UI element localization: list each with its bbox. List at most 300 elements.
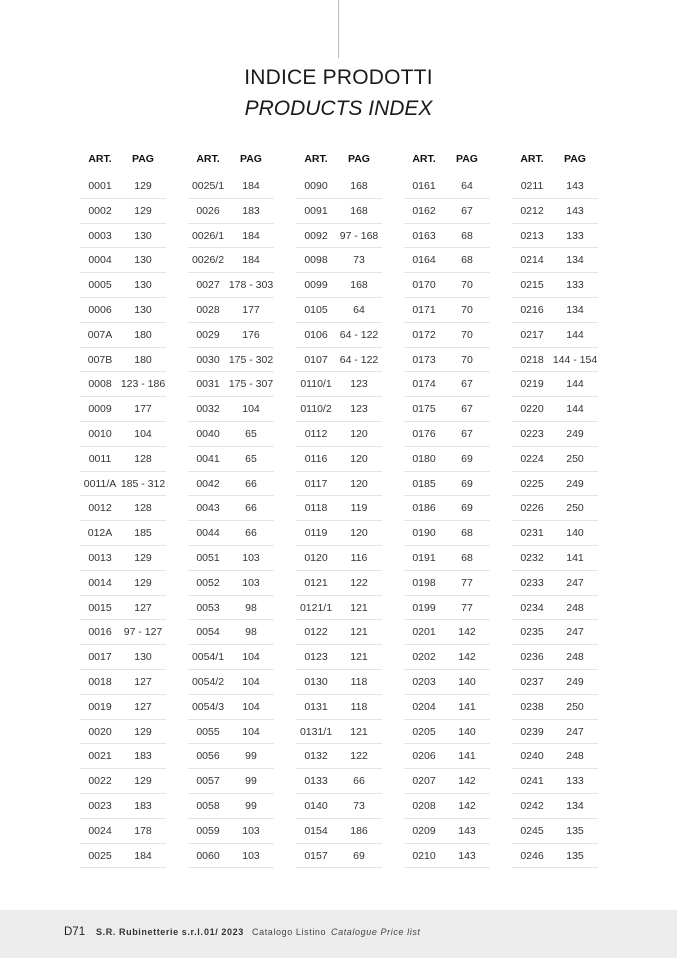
table-row xyxy=(188,744,274,769)
art-code: 0232 xyxy=(520,551,544,564)
table-row xyxy=(404,248,490,273)
table-row xyxy=(512,596,598,621)
art-code: 0122 xyxy=(304,626,328,639)
page-ref: 250 xyxy=(566,700,584,713)
table-row xyxy=(404,645,490,670)
page-ref: 184 xyxy=(242,180,260,192)
art-code: 0057 xyxy=(196,775,220,788)
art-code: 0245 xyxy=(520,824,544,837)
page-ref: 250 xyxy=(566,452,584,465)
page-ref: 66 xyxy=(245,477,257,490)
page-ref: 104 xyxy=(242,403,260,416)
table-row xyxy=(296,744,382,769)
art-code: 0180 xyxy=(412,452,436,465)
table-row xyxy=(188,769,274,794)
art-code: 0202 xyxy=(412,651,436,664)
page-ref: 250 xyxy=(566,502,584,515)
art-code: 0003 xyxy=(88,229,112,242)
page-ref: 142 xyxy=(458,799,476,812)
table-row xyxy=(296,248,382,273)
art-code: 0011 xyxy=(88,452,112,465)
art-code: 0117 xyxy=(304,477,328,490)
page-ref: 73 xyxy=(353,254,365,267)
column-header xyxy=(80,150,166,169)
art-code: 0105 xyxy=(304,303,328,316)
art-code: 0025 xyxy=(88,849,112,862)
table-row xyxy=(512,819,598,844)
page-ref: 168 xyxy=(350,204,368,217)
art-code: 0011/A xyxy=(83,477,117,490)
art-code: 0110/1 xyxy=(300,378,332,391)
art-code: 0214 xyxy=(520,254,544,267)
art-code: 0052 xyxy=(196,576,220,589)
page-ref: 168 xyxy=(350,279,368,292)
table-row xyxy=(404,496,490,521)
page-ref: 249 xyxy=(566,675,584,688)
art-code: 0026/2 xyxy=(191,254,225,267)
art-code: 0216 xyxy=(520,303,544,316)
art-code: 0199 xyxy=(412,601,436,614)
page-ref: 135 xyxy=(566,849,584,862)
table-row xyxy=(404,397,490,422)
page-ref: 249 xyxy=(566,427,584,440)
page-ref: 69 xyxy=(461,502,473,515)
table-row xyxy=(512,472,598,497)
art-code: 0212 xyxy=(520,204,544,217)
pag-header: PAG xyxy=(348,153,370,165)
products-index-table xyxy=(0,150,677,870)
art-code: 0054 xyxy=(196,626,220,639)
page-ref: 247 xyxy=(566,576,584,589)
page-ref: 175 - 302 xyxy=(228,353,274,366)
art-header: ART. xyxy=(304,153,328,165)
pag-header: PAG xyxy=(564,153,586,165)
page-ref: 70 xyxy=(461,328,473,341)
table-row xyxy=(80,298,166,323)
table-row xyxy=(404,769,490,794)
art-code: 0234 xyxy=(520,601,544,614)
table-row xyxy=(404,794,490,819)
table-row xyxy=(512,844,598,869)
art-code: 0172 xyxy=(412,328,436,341)
art-code: 0054/1 xyxy=(191,651,225,664)
table-row xyxy=(188,273,274,298)
table-row xyxy=(80,224,166,249)
page-ref: 127 xyxy=(134,601,152,614)
art-code: 0090 xyxy=(304,180,328,192)
table-row xyxy=(296,397,382,422)
art-code: 0015 xyxy=(88,601,112,614)
page-ref: 143 xyxy=(566,180,584,192)
art-code: 0017 xyxy=(88,651,112,664)
table-row xyxy=(512,273,598,298)
table-row xyxy=(512,372,598,397)
art-code: 0020 xyxy=(88,725,112,738)
art-code: 0218 xyxy=(520,353,544,366)
art-code: 0059 xyxy=(196,824,220,837)
art-code: 0226 xyxy=(520,502,544,515)
page-ref: 103 xyxy=(242,551,260,564)
table-row xyxy=(404,670,490,695)
art-code: 0119 xyxy=(304,527,328,540)
table-row xyxy=(188,720,274,745)
table-row xyxy=(80,397,166,422)
page-ref: 104 xyxy=(242,651,260,664)
art-code: 0092 xyxy=(304,229,328,242)
art-code: 0206 xyxy=(412,750,436,763)
art-code: 0209 xyxy=(412,824,436,837)
page-footer xyxy=(0,910,677,958)
page-ref: 129 xyxy=(134,551,152,564)
page-ref: 185 xyxy=(134,527,152,540)
table-row xyxy=(188,645,274,670)
table-row xyxy=(296,447,382,472)
art-code: 0116 xyxy=(304,452,328,465)
table-row xyxy=(296,273,382,298)
art-code: 0246 xyxy=(520,849,544,862)
page-ref: 68 xyxy=(461,527,473,540)
table-row xyxy=(188,447,274,472)
table-row xyxy=(404,298,490,323)
page-ref: 180 xyxy=(134,353,152,366)
art-code: 0239 xyxy=(520,725,544,738)
page-ref: 123 xyxy=(350,378,368,391)
page-ref: 99 xyxy=(245,775,257,788)
company-name: S.R. Rubinetterie s.r.l. xyxy=(96,927,204,937)
art-code: 0026 xyxy=(196,204,220,217)
art-code: 0224 xyxy=(520,452,544,465)
catalog-label-en: Catalogue Price list xyxy=(331,927,421,937)
page-ref: 133 xyxy=(566,775,584,788)
art-code: 0060 xyxy=(196,849,220,862)
page-ref: 144 - 154 xyxy=(552,353,598,366)
table-row xyxy=(296,422,382,447)
page-ref: 127 xyxy=(134,675,152,688)
table-row xyxy=(296,844,382,869)
table-row xyxy=(296,620,382,645)
art-code: 0208 xyxy=(412,799,436,812)
table-row xyxy=(80,720,166,745)
art-code: 0014 xyxy=(88,576,112,589)
art-code: 0175 xyxy=(412,403,436,416)
table-row xyxy=(188,199,274,224)
page-ref: 73 xyxy=(353,799,365,812)
page-ref: 64 - 122 xyxy=(339,353,379,366)
table-row xyxy=(188,298,274,323)
art-code: 0217 xyxy=(520,328,544,341)
page-ref: 121 xyxy=(350,725,368,738)
page-ref: 185 - 312 xyxy=(120,477,166,490)
art-code: 0132 xyxy=(304,750,328,763)
art-code: 0054/3 xyxy=(191,700,225,713)
page-ref: 120 xyxy=(350,527,368,540)
table-row xyxy=(80,695,166,720)
table-row xyxy=(512,447,598,472)
page-ref: 184 xyxy=(134,849,152,862)
page-ref: 70 xyxy=(461,353,473,366)
art-code: 0219 xyxy=(520,378,544,391)
table-row xyxy=(296,645,382,670)
page-ref: 77 xyxy=(461,601,473,614)
art-code: 0027 xyxy=(196,279,220,292)
table-row xyxy=(188,496,274,521)
column-header xyxy=(296,150,382,169)
page-ref: 144 xyxy=(566,378,584,391)
art-code: 0110/2 xyxy=(300,403,332,416)
art-code: 0225 xyxy=(520,477,544,490)
table-row xyxy=(296,794,382,819)
page-ref: 121 xyxy=(350,651,368,664)
table-row xyxy=(80,496,166,521)
index-column xyxy=(404,150,490,868)
art-code: 0051 xyxy=(196,551,220,564)
table-row xyxy=(404,695,490,720)
art-code: 0012 xyxy=(88,502,112,515)
art-code: 0123 xyxy=(304,651,328,664)
art-code: 0170 xyxy=(412,279,436,292)
table-row xyxy=(404,273,490,298)
page-ref: 123 - 186 xyxy=(120,378,166,391)
table-row xyxy=(80,174,166,199)
table-row xyxy=(404,348,490,373)
page-ref: 64 xyxy=(461,180,473,192)
table-row xyxy=(404,447,490,472)
art-code: 0058 xyxy=(196,799,220,812)
table-row xyxy=(512,521,598,546)
art-header: ART. xyxy=(88,153,112,165)
table-row xyxy=(296,348,382,373)
art-code: 0191 xyxy=(412,551,436,564)
page-ref: 129 xyxy=(134,725,152,738)
art-code: 0157 xyxy=(304,849,328,862)
art-code: 0171 xyxy=(412,303,436,316)
table-row xyxy=(296,298,382,323)
art-code: 0018 xyxy=(88,675,112,688)
page-ref: 68 xyxy=(461,254,473,267)
page-ref: 121 xyxy=(350,626,368,639)
pag-header: PAG xyxy=(456,153,478,165)
page-ref: 65 xyxy=(245,452,257,465)
page-ref: 99 xyxy=(245,799,257,812)
art-code: 0021 xyxy=(88,750,112,763)
art-code: 0106 xyxy=(304,328,328,341)
table-row xyxy=(296,720,382,745)
table-row xyxy=(404,472,490,497)
art-header: ART. xyxy=(196,153,220,165)
page-ref: 247 xyxy=(566,626,584,639)
page-ref: 144 xyxy=(566,328,584,341)
page-ref: 140 xyxy=(458,675,476,688)
art-code: 0207 xyxy=(412,775,436,788)
page-ref: 120 xyxy=(350,477,368,490)
table-row xyxy=(404,422,490,447)
table-row xyxy=(512,695,598,720)
art-code: 0013 xyxy=(88,551,112,564)
table-row xyxy=(296,496,382,521)
art-code: 0213 xyxy=(520,229,544,242)
art-code: 0161 xyxy=(412,180,436,192)
page-ref: 168 xyxy=(350,180,368,192)
art-code: 0164 xyxy=(412,254,436,267)
art-code: 007B xyxy=(87,353,113,366)
page-ref: 98 xyxy=(245,601,257,614)
pag-header: PAG xyxy=(132,153,154,165)
art-code: 0010 xyxy=(88,427,112,440)
page-ref: 120 xyxy=(350,452,368,465)
page-ref: 143 xyxy=(458,849,476,862)
table-row xyxy=(296,596,382,621)
page-ref: 67 xyxy=(461,403,473,416)
page-ref: 129 xyxy=(134,775,152,788)
page-ref: 130 xyxy=(134,279,152,292)
art-code: 0133 xyxy=(304,775,328,788)
table-row xyxy=(188,794,274,819)
art-code: 0201 xyxy=(412,626,436,639)
table-row xyxy=(80,596,166,621)
table-row xyxy=(512,794,598,819)
art-code: 0231 xyxy=(520,527,544,540)
art-code: 0176 xyxy=(412,427,436,440)
table-row xyxy=(296,472,382,497)
art-code: 0022 xyxy=(88,775,112,788)
art-code: 0173 xyxy=(412,353,436,366)
table-row xyxy=(80,620,166,645)
art-code: 0162 xyxy=(412,204,436,217)
page-ref: 134 xyxy=(566,254,584,267)
art-code: 0023 xyxy=(88,799,112,812)
table-row xyxy=(188,695,274,720)
table-row xyxy=(80,248,166,273)
table-row xyxy=(188,348,274,373)
table-row xyxy=(512,323,598,348)
table-row xyxy=(188,670,274,695)
art-code: 0118 xyxy=(304,502,328,515)
table-row xyxy=(512,744,598,769)
art-code: 0025/1 xyxy=(191,180,225,192)
art-code: 0041 xyxy=(196,452,220,465)
table-row xyxy=(404,199,490,224)
art-code: 0030 xyxy=(196,353,220,366)
table-row xyxy=(404,571,490,596)
page-ref: 118 xyxy=(350,675,368,688)
table-row xyxy=(188,224,274,249)
table-row xyxy=(80,472,166,497)
table-row xyxy=(296,199,382,224)
table-row xyxy=(404,521,490,546)
page-ref: 130 xyxy=(134,303,152,316)
page-ref: 248 xyxy=(566,750,584,763)
page-ref: 177 xyxy=(134,403,152,416)
pag-header: PAG xyxy=(240,153,262,165)
index-column xyxy=(512,150,598,868)
art-code: 0004 xyxy=(88,254,112,267)
column-header xyxy=(188,150,274,169)
art-code: 0241 xyxy=(520,775,544,788)
page-title: INDICE PRODOTTI xyxy=(244,66,433,89)
table-row xyxy=(80,273,166,298)
table-row xyxy=(296,695,382,720)
top-divider xyxy=(338,0,339,58)
page-ref: 130 xyxy=(134,651,152,664)
index-column xyxy=(296,150,382,868)
page-ref: 122 xyxy=(350,750,368,763)
page-ref: 77 xyxy=(461,576,473,589)
art-code: 0140 xyxy=(304,799,328,812)
table-row xyxy=(404,819,490,844)
art-code: 0163 xyxy=(412,229,436,242)
art-code: 0240 xyxy=(520,750,544,763)
page-ref: 142 xyxy=(458,775,476,788)
page-ref: 103 xyxy=(242,849,260,862)
page-ref: 248 xyxy=(566,651,584,664)
art-code: 0008 xyxy=(88,378,112,391)
page-ref: 65 xyxy=(245,427,257,440)
index-column xyxy=(80,150,166,868)
table-row xyxy=(188,174,274,199)
art-code: 0005 xyxy=(88,279,112,292)
page-ref: 140 xyxy=(458,725,476,738)
art-code: 0233 xyxy=(520,576,544,589)
page-ref: 128 xyxy=(134,452,152,465)
page-ref: 142 xyxy=(458,651,476,664)
table-row xyxy=(404,744,490,769)
table-row xyxy=(512,645,598,670)
page-ref: 118 xyxy=(350,700,368,713)
table-row xyxy=(188,571,274,596)
table-row xyxy=(188,248,274,273)
table-row xyxy=(404,596,490,621)
index-column xyxy=(188,150,274,868)
page-ref: 104 xyxy=(242,725,260,738)
table-row xyxy=(512,348,598,373)
page-ref: 128 xyxy=(134,502,152,515)
page-ref: 99 xyxy=(245,750,257,763)
art-code: 0130 xyxy=(304,675,328,688)
page-ref: 129 xyxy=(134,576,152,589)
art-code: 0032 xyxy=(196,403,220,416)
page-ref: 183 xyxy=(134,799,152,812)
art-code: 0031 xyxy=(196,378,220,391)
table-row xyxy=(188,844,274,869)
page-ref: 186 xyxy=(350,824,368,837)
page-ref: 183 xyxy=(242,204,260,217)
page-ref: 67 xyxy=(461,204,473,217)
page-ref: 97 - 168 xyxy=(339,229,379,242)
art-code: 0019 xyxy=(88,700,112,713)
table-row xyxy=(512,298,598,323)
art-code: 007A xyxy=(87,328,113,341)
page-ref: 140 xyxy=(566,527,584,540)
art-code: 0055 xyxy=(196,725,220,738)
art-code: 0091 xyxy=(304,204,328,217)
table-row xyxy=(512,248,598,273)
page-number: D71 xyxy=(64,926,86,938)
table-row xyxy=(404,720,490,745)
art-code: 0006 xyxy=(88,303,112,316)
table-row xyxy=(80,844,166,869)
catalog-label-it: Catalogo Listino xyxy=(252,927,327,937)
table-row xyxy=(404,546,490,571)
art-code: 0223 xyxy=(520,427,544,440)
art-code: 0098 xyxy=(304,254,328,267)
art-code: 0131 xyxy=(304,700,328,713)
art-code: 0053 xyxy=(196,601,220,614)
table-row xyxy=(404,620,490,645)
art-code: 0043 xyxy=(196,502,220,515)
art-code: 0056 xyxy=(196,750,220,763)
table-row xyxy=(188,372,274,397)
page-ref: 70 xyxy=(461,279,473,292)
